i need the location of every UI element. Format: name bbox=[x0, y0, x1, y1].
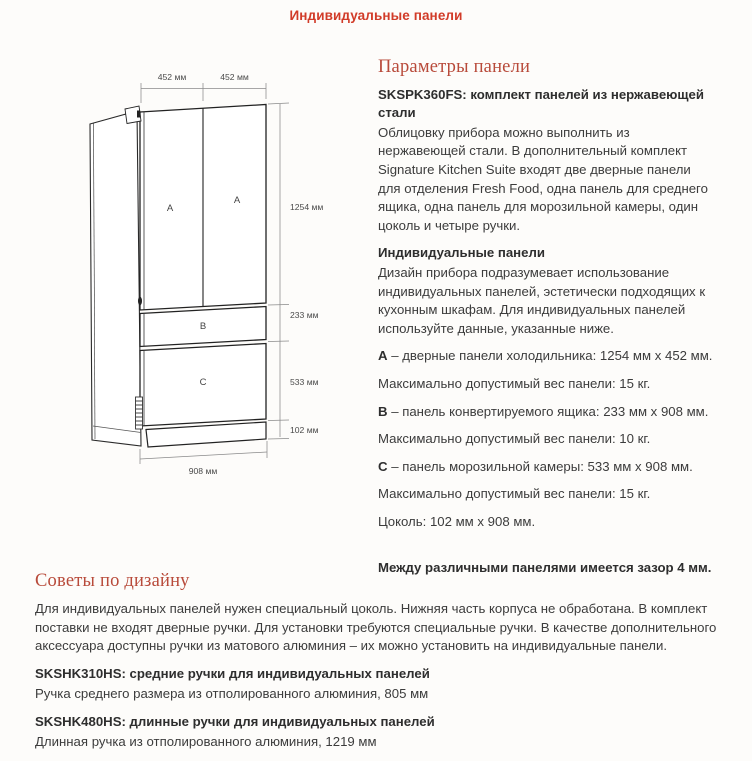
spec-text: – панель морозильной камеры: 533 мм x 908 мм. bbox=[387, 458, 693, 474]
spec-text: Цоколь: 102 мм x 908 мм. bbox=[378, 513, 536, 529]
spec-line-b bbox=[378, 403, 716, 422]
spec-text: Максимально допустимый вес панели: 15 кг. bbox=[378, 375, 651, 391]
page-title: Индивидуальные панели bbox=[289, 8, 463, 23]
hinge-middle-icon bbox=[138, 297, 142, 305]
fridge-side-panel bbox=[90, 111, 141, 446]
spec-text: Максимально допустимый вес панели: 10 кг. bbox=[378, 431, 651, 447]
design-tips-section bbox=[35, 572, 725, 760]
handle-480-desc: Длинная ручка из отполированного алюминия, 1219 мм bbox=[35, 733, 377, 749]
dimension-right bbox=[268, 103, 289, 439]
spec-line-c-weight bbox=[378, 485, 716, 504]
handle-310-title: SKSHK310HS: средние ручки для индивидуальных панелей bbox=[35, 666, 430, 682]
panel-c-label: C bbox=[199, 377, 207, 388]
panel-a-right-label: A bbox=[233, 195, 241, 206]
panel-diagram bbox=[60, 55, 380, 490]
hinge-top-icon bbox=[125, 106, 141, 124]
individual-panels-title: Индивидуальные панели bbox=[378, 245, 545, 261]
drawer-panel-b bbox=[140, 307, 266, 347]
dim-drawer-b-label: 233 мм bbox=[290, 310, 319, 320]
spec-text: Максимально допустимый вес панели: 15 кг. bbox=[378, 486, 651, 502]
door-panels-a bbox=[140, 105, 266, 311]
panel-b-label: B bbox=[199, 321, 207, 332]
dim-width-label: 908 мм bbox=[188, 466, 218, 476]
plinth-panel bbox=[146, 422, 266, 447]
hinge-bottom-strip-icon bbox=[136, 397, 143, 429]
individual-panels-description: Дизайн прибора подразумевает использование индивидуальных панелей, эстетически подходящих к кухонным шкафам. Для индивидуальных панелей используйте данные, указанные ниже. bbox=[378, 264, 706, 336]
spec-prefix: A bbox=[378, 348, 388, 364]
section-heading-tips: Советы по дизайну bbox=[35, 571, 190, 591]
panel-params-section bbox=[378, 58, 716, 587]
dim-top-left-label: 452 мм bbox=[157, 72, 187, 82]
spec-line-a bbox=[378, 347, 716, 366]
tips-text: Для индивидуальных панелей нужен специальный цоколь. Нижняя часть корпуса не обработана. В комплект поставки не входят дверные ручки. Для установки требуются специальные ручки. В качестве дополнительного аксессуара доступны ручки из матового алюминия – их можно установить на индивидуальные панели. bbox=[35, 600, 717, 654]
panel-a-left-label: A bbox=[166, 203, 174, 214]
spec-line-a-weight bbox=[378, 375, 716, 394]
spec-text: – панель конвертируемого ящика: 233 мм x 908 мм. bbox=[387, 403, 709, 419]
dim-top-right-label: 452 мм bbox=[220, 72, 249, 82]
spec-line-c bbox=[378, 458, 716, 477]
spec-prefix: C bbox=[378, 458, 388, 474]
section-heading-parameters: Параметры панели bbox=[378, 57, 531, 77]
gap-note: Между различными панелями имеется зазор 4 мм. bbox=[378, 560, 712, 576]
dim-freezer-c-label: 533 мм bbox=[290, 377, 319, 387]
dim-plinth-label: 102 мм bbox=[290, 425, 319, 435]
handle-310-desc: Ручка среднего размера из отполированного алюминия, 805 мм bbox=[35, 685, 429, 701]
spec-prefix: B bbox=[378, 403, 388, 419]
dimension-top bbox=[141, 83, 266, 103]
handle-480-title: SKSHK480HS: длинные ручки для индивидуальных панелей bbox=[35, 713, 435, 729]
spec-line-plinth bbox=[378, 513, 716, 532]
dim-door-height-label: 1254 мм bbox=[290, 202, 324, 212]
kit-title: SKSPK360FS: комплект панелей из нержавеющей стали bbox=[378, 86, 704, 121]
freezer-panel-c bbox=[140, 344, 266, 427]
fridge-diagram-svg bbox=[60, 55, 380, 490]
kit-description: Облицовку прибора можно выполнить из нержавеющей стали. В дополнительный комплект Signature Kitchen Suite входят две дверные панели для отделения Fresh Food, одна панель для среднего ящика, одна панель для морозильной камеры, один цоколь и четыре ручки. bbox=[378, 124, 708, 233]
spec-text: – дверные панели холодильника: 1254 мм x 452 мм. bbox=[387, 348, 713, 364]
spec-line-b-weight bbox=[378, 430, 716, 449]
